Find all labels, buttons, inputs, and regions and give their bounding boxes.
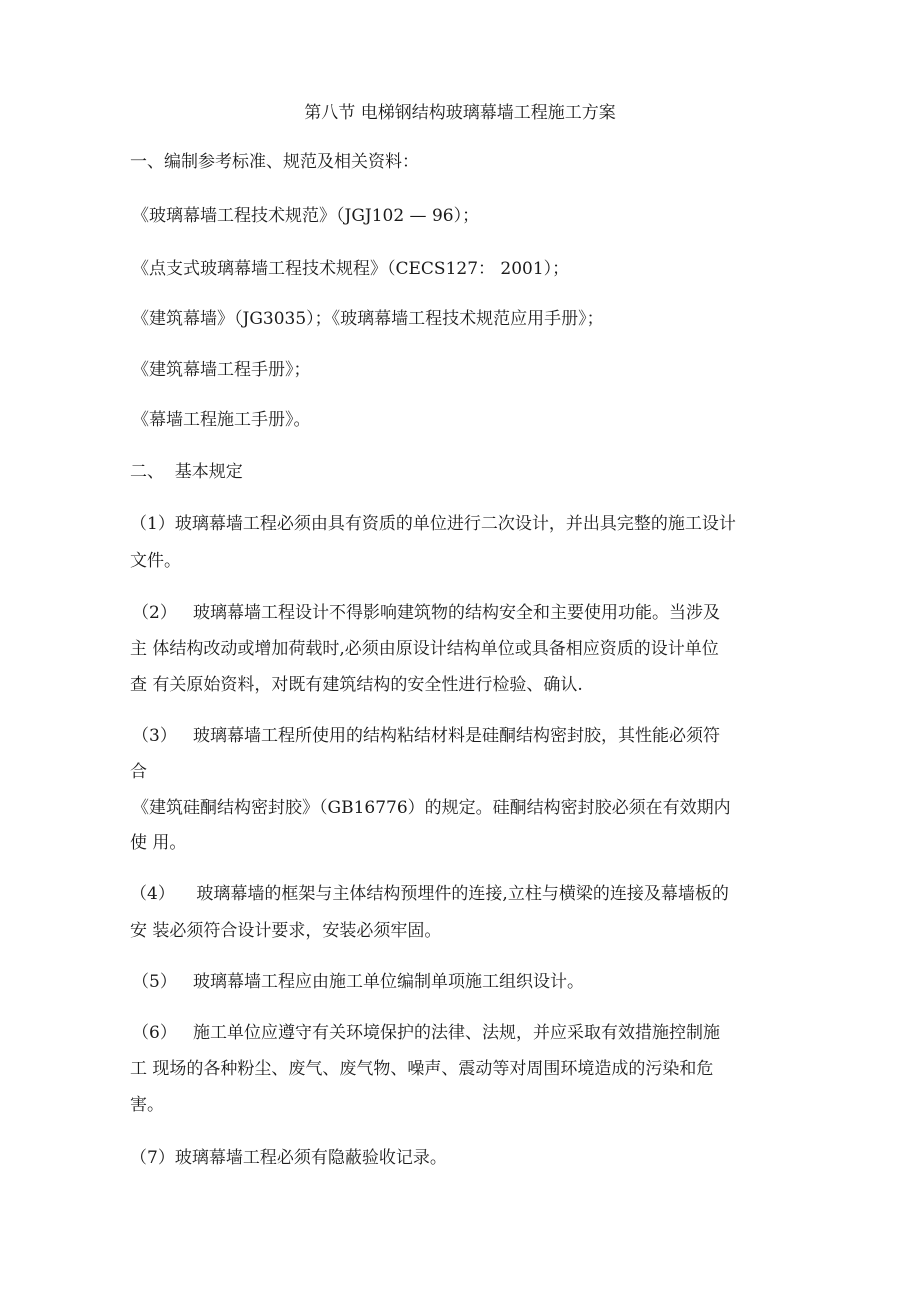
paragraph-line: 文件。 (130, 551, 181, 571)
paragraph-line: 主 体结构改动或增加荷载时,必须由原设计结构单位或具备相应资质的设计单位 (130, 639, 719, 659)
paragraph-line: （4） 玻璃幕墙的框架与主体结构预埋件的连接,立柱与横梁的连接及幕墙板的 (130, 884, 729, 904)
paragraph-line: （6） 施工单位应遵守有关环境保护的法律、法规，并应采取有效措施控制施 (132, 1023, 721, 1043)
paragraph-line: （3） 玻璃幕墙工程所使用的结构粘结材料是硅酮结构密封胶，其性能必须符 (132, 726, 721, 746)
paragraph-line: 安 装必须符合设计要求，安装必须牢固。 (130, 921, 442, 941)
paragraph-line: 害。 (130, 1095, 164, 1115)
paragraph-line: 查 有关原始资料，对既有建筑结构的安全性进行检验、确认. (130, 675, 583, 695)
section-heading: 二、 基本规定 (130, 462, 243, 482)
paragraph-line: 工 现场的各种粉尘、废气、废气物、噪声、震动等对周围环境造成的污染和危 (130, 1059, 714, 1079)
page-title: 第八节 电梯钢结构玻璃幕墙工程施工方案 (304, 103, 616, 123)
reference-item: 《点支式玻璃幕墙工程技术规程》（CECS127： 2001）； (132, 259, 570, 279)
paragraph-line: （1）玻璃幕墙工程必须由具有资质的单位进行二次设计，并出具完整的施工设计 (130, 514, 736, 534)
paragraph-line: 《建筑硅酮结构密封胶》（GB16776）的规定。硅酮结构密封胶必须在有效期内 (132, 798, 731, 818)
reference-item: 《建筑幕墙》（JG3035）；《玻璃幕墙工程技术规范应用手册》； (132, 309, 604, 329)
reference-item: 《玻璃幕墙工程技术规范》（JGJ102 — 96）； (132, 206, 480, 226)
reference-item: 《建筑幕墙工程手册》； (132, 360, 311, 380)
section-heading: 一、编制参考标准、规范及相关资料： (130, 152, 419, 172)
paragraph-line: （7）玻璃幕墙工程必须有隐蔽验收记录。 (130, 1148, 447, 1168)
paragraph-line: 合 (130, 762, 147, 782)
reference-item: 《幕墙工程施工手册》。 (132, 410, 311, 430)
paragraph-line: （5） 玻璃幕墙工程应由施工单位编制单项施工组织设计。 (132, 972, 585, 992)
paragraph-line: 使 用。 (130, 833, 187, 853)
paragraph-line: （2） 玻璃幕墙工程设计不得影响建筑物的结构安全和主要使用功能。当涉及 (132, 603, 721, 623)
